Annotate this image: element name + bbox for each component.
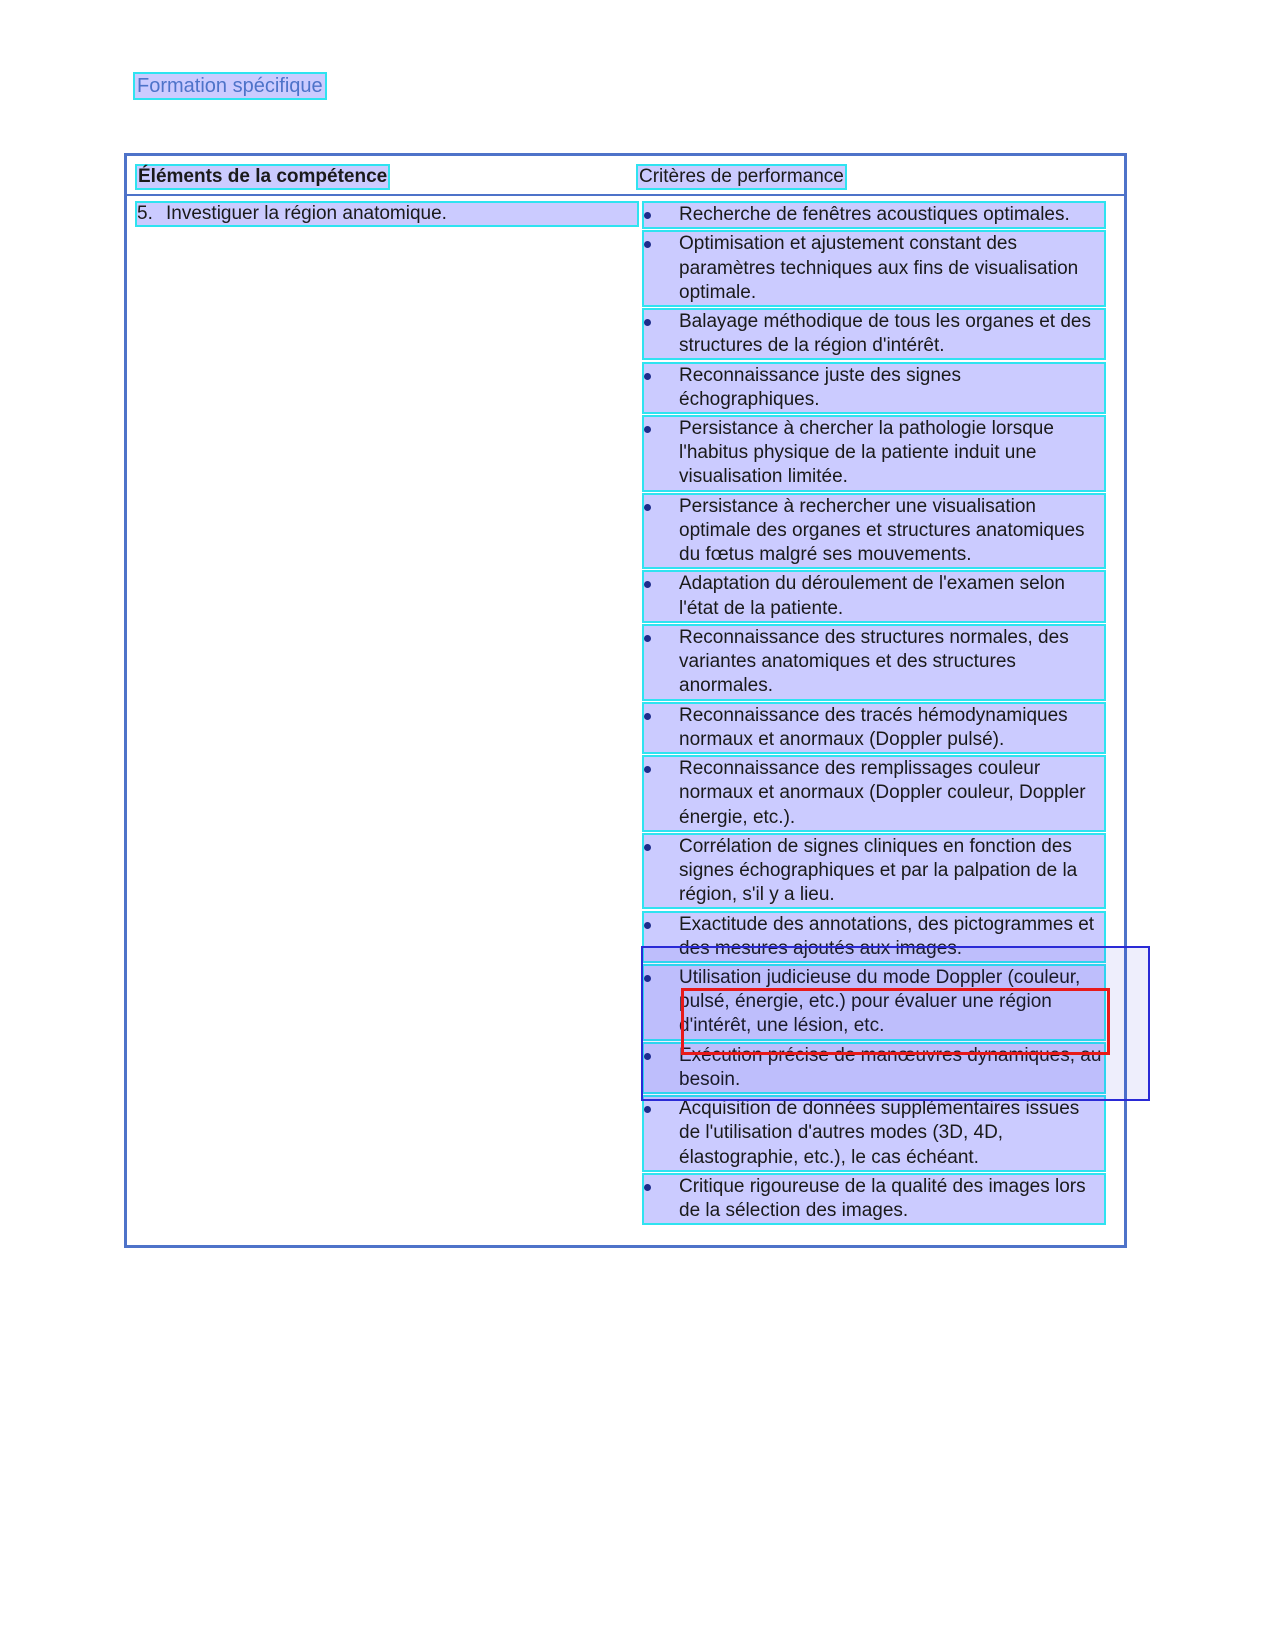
criteria-item: Exécution précise de manœuvres dynamiques, au besoin. bbox=[644, 1044, 1104, 1092]
criteria-item: Recherche de fenêtres acoustiques optimales. bbox=[644, 203, 1104, 227]
col-header-elements: Éléments de la compétence bbox=[138, 166, 388, 187]
bullet-icon bbox=[644, 504, 651, 511]
criteria-item: Persistance à chercher la pathologie lorsque l'habitus physique de la patiente induit une visualisation limitée. bbox=[644, 417, 1104, 490]
bullet-icon bbox=[644, 635, 651, 642]
bullet-icon bbox=[644, 581, 651, 588]
bullet-icon bbox=[644, 241, 651, 248]
col-header-criteria: Critères de performance bbox=[639, 166, 844, 187]
page-header: Formation spécifique bbox=[137, 75, 323, 97]
element-item bbox=[137, 203, 637, 225]
criteria-item-selected[interactable]: Utilisation judicieuse du mode Doppler (couleur, pulsé, énergie, etc.) pour évaluer une région d'intérêt, une lésion, etc. bbox=[644, 966, 1104, 1039]
criteria-item: Exactitude des annotations, des pictogrammes et des mesures ajoutés aux images. bbox=[644, 913, 1104, 961]
criteria-item: Reconnaissance des remplissages couleur normaux et anormaux (Doppler couleur, Doppler énergie, etc.). bbox=[644, 757, 1104, 830]
bullet-icon bbox=[644, 212, 651, 219]
criteria-item: Balayage méthodique de tous les organes et des structures de la région d'intérêt. bbox=[644, 310, 1104, 358]
bullet-icon bbox=[644, 319, 651, 326]
bullet-icon bbox=[644, 766, 651, 773]
criteria-item: Acquisition de données supplémentaires issues de l'utilisation d'autres modes (3D, 4D, élastographie, etc.), le cas échéant. bbox=[644, 1097, 1104, 1170]
criteria-item: Reconnaissance juste des signes échographiques. bbox=[644, 364, 1104, 412]
table-header-row bbox=[127, 156, 1124, 196]
criteria-item: Persistance à rechercher une visualisation optimale des organes et structures anatomiques du fœtus malgré ses mouvements. bbox=[644, 495, 1104, 568]
bullet-icon bbox=[644, 1184, 651, 1191]
criteria-item: Optimisation et ajustement constant des paramètres techniques aux fins de visualisation optimale. bbox=[644, 232, 1104, 305]
criteria-item: Reconnaissance des structures normales, des variantes anatomiques et des structures anormales. bbox=[644, 626, 1104, 699]
criteria-item: Reconnaissance des tracés hémodynamiques normaux et anormaux (Doppler pulsé). bbox=[644, 704, 1104, 752]
criteria-item: Corrélation de signes cliniques en fonction des signes échographiques et par la palpation de la région, s'il y a lieu. bbox=[644, 835, 1104, 908]
selection-focus-box bbox=[681, 988, 1110, 1055]
criteria-item: Adaptation du déroulement de l'examen selon l'état de la patiente. bbox=[644, 572, 1104, 620]
bullet-icon bbox=[644, 1106, 651, 1113]
element-label: Investiguer la région anatomique. bbox=[166, 203, 447, 224]
bullet-icon bbox=[644, 373, 651, 380]
bullet-icon bbox=[644, 713, 651, 720]
element-number: 5. bbox=[137, 203, 153, 224]
bullet-icon bbox=[644, 922, 651, 929]
bullet-icon bbox=[644, 844, 651, 851]
criteria-item: Critique rigoureuse de la qualité des images lors de la sélection des images. bbox=[644, 1175, 1104, 1223]
bullet-icon bbox=[644, 426, 651, 433]
